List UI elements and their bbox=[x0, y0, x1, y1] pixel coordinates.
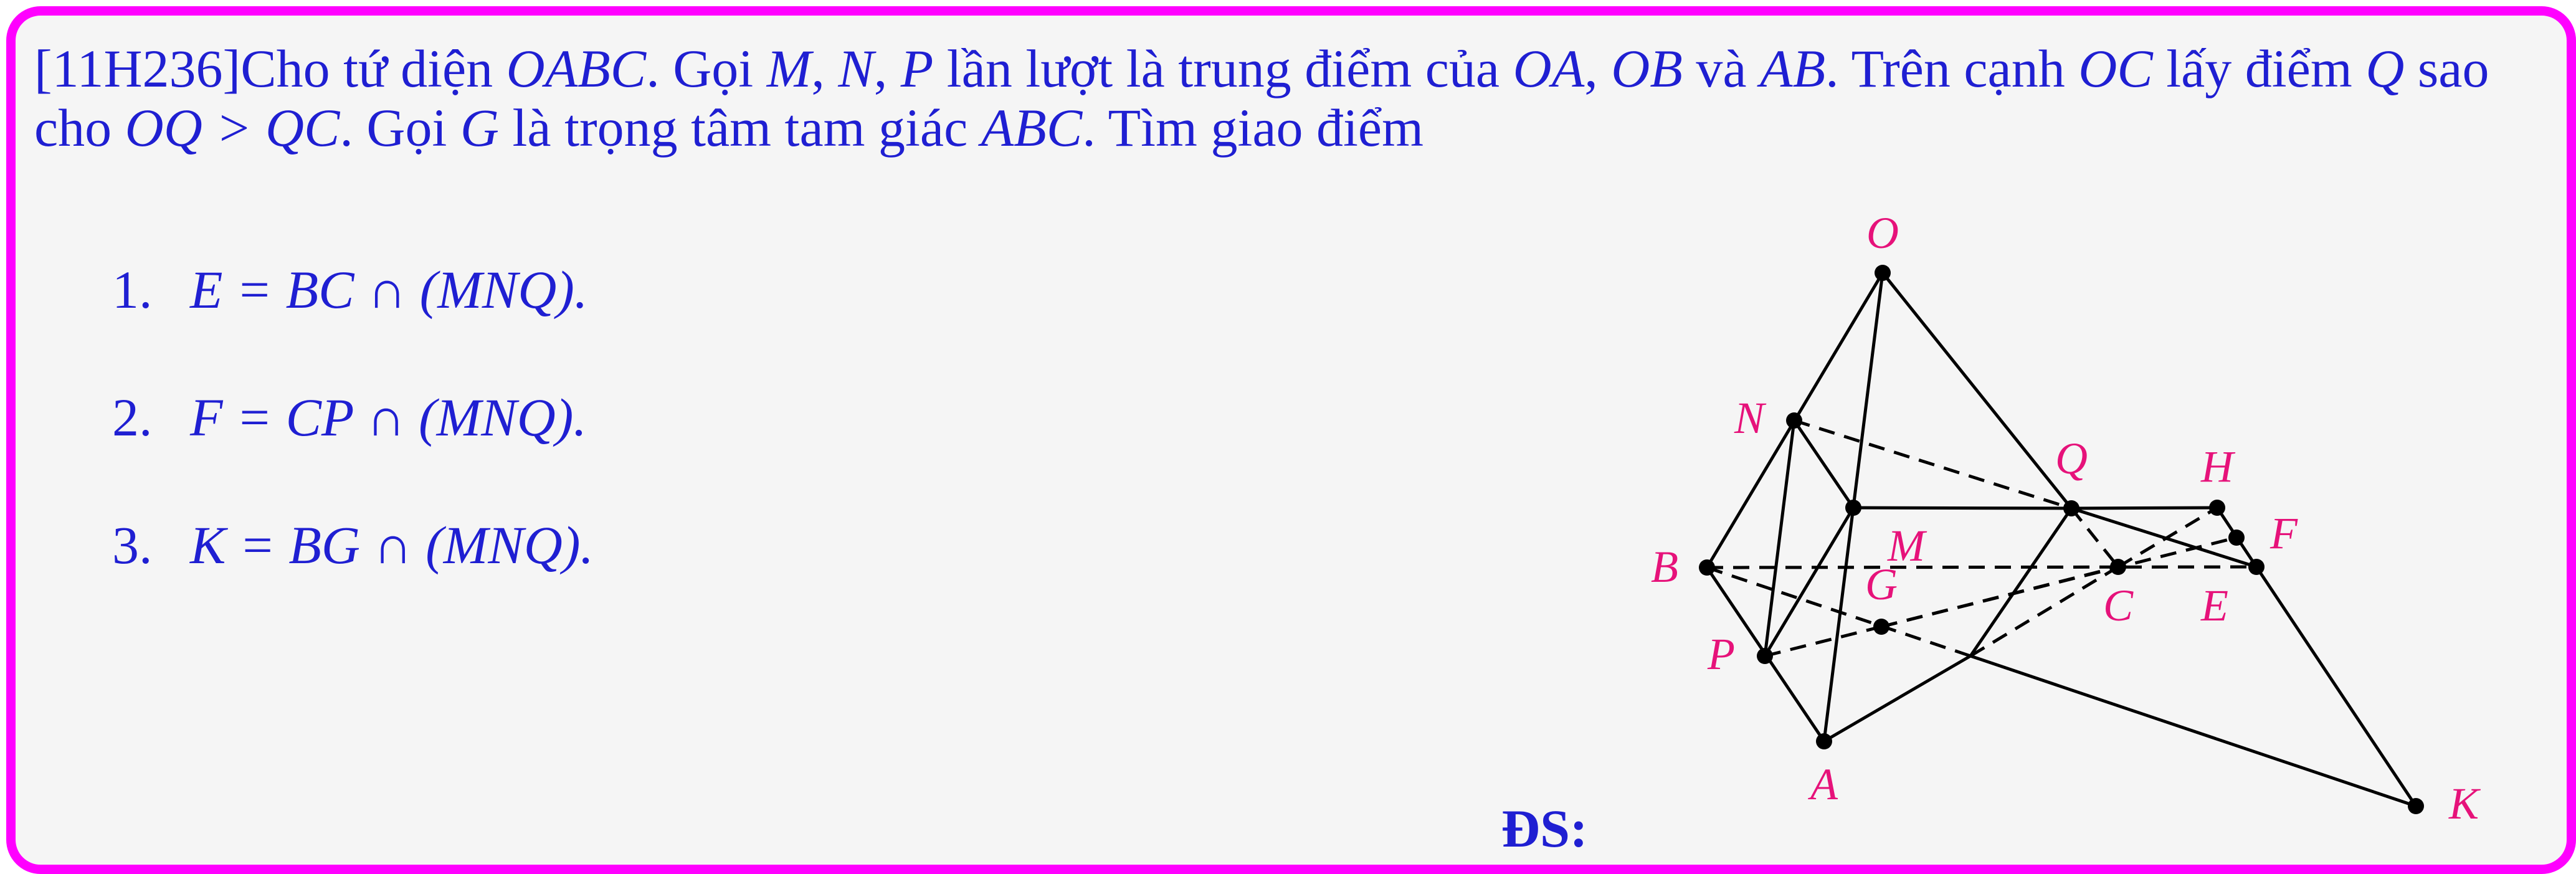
label-E: E bbox=[2201, 581, 2228, 630]
label-M: M bbox=[1888, 521, 1925, 571]
text-segment: sao cho bbox=[34, 39, 2489, 158]
label-F: F bbox=[2270, 508, 2298, 558]
math-term: OQ > QC bbox=[125, 97, 340, 158]
text-segment: , bbox=[1584, 39, 1612, 98]
edge-NM bbox=[1794, 420, 1853, 508]
point-A bbox=[1816, 733, 1832, 749]
math-term: OB bbox=[1611, 39, 1683, 98]
text-segment: . Gọi bbox=[646, 39, 767, 98]
point-K bbox=[2408, 798, 2424, 814]
label-P: P bbox=[1708, 629, 1735, 679]
label-B: B bbox=[1651, 542, 1678, 592]
math-term: P bbox=[900, 39, 934, 98]
math-term: OABC bbox=[506, 39, 647, 98]
edge-PM bbox=[1765, 508, 1853, 656]
point-H bbox=[2209, 500, 2225, 516]
math-term: OA bbox=[1513, 39, 1585, 98]
question-number: 3. bbox=[112, 515, 153, 575]
edge-JC bbox=[1970, 567, 2118, 656]
text-segment: , bbox=[873, 39, 901, 98]
point-E bbox=[2248, 559, 2265, 575]
text-segment: lần lượt là trung điểm của bbox=[933, 39, 1513, 98]
math-term: OC bbox=[2078, 39, 2153, 98]
point-O bbox=[1875, 265, 1891, 281]
math-term: G bbox=[460, 97, 499, 158]
question-expression: F = CP ∩ (MNQ). bbox=[190, 387, 587, 447]
point-Q bbox=[2063, 500, 2079, 516]
edge-PG bbox=[1765, 627, 1881, 656]
math-term: ABC bbox=[981, 97, 1083, 158]
point-F bbox=[2228, 530, 2245, 546]
question-number: 1. bbox=[112, 260, 153, 320]
points bbox=[1699, 265, 2424, 814]
edge-CH bbox=[2118, 508, 2217, 567]
edge-JQ bbox=[1970, 508, 2071, 656]
point-C bbox=[2110, 559, 2126, 575]
label-H: H bbox=[2201, 442, 2233, 492]
edge-BF bbox=[1707, 567, 2256, 568]
problem-code: [11H236] bbox=[34, 39, 241, 98]
point-N bbox=[1786, 412, 1802, 429]
answer-label: ĐS: bbox=[1501, 799, 1588, 858]
edge-AJ bbox=[1824, 656, 1970, 741]
point-G bbox=[1873, 619, 1889, 635]
question-number: 2. bbox=[112, 387, 153, 447]
question-expression: K = BG ∩ (MNQ). bbox=[190, 515, 594, 575]
text-segment: là trọng tâm tam giác bbox=[499, 97, 981, 158]
point-B bbox=[1699, 559, 1715, 576]
edge-OC bbox=[1883, 273, 2071, 508]
point-P bbox=[1757, 648, 1773, 664]
text-segment: . Gọi bbox=[340, 97, 460, 158]
edge-BJ bbox=[1707, 568, 1970, 656]
text-segment: Cho tứ diện bbox=[240, 39, 506, 98]
label-A: A bbox=[1810, 759, 1838, 809]
edge-FK bbox=[2256, 567, 2416, 806]
point-M bbox=[1845, 500, 1861, 516]
math-term: M bbox=[766, 39, 812, 98]
label-C: C bbox=[2103, 581, 2134, 630]
label-O: O bbox=[1866, 208, 1899, 258]
text-segment: . Trên cạnh bbox=[1825, 39, 2079, 98]
label-K: K bbox=[2448, 779, 2479, 829]
math-term: N bbox=[838, 39, 874, 98]
text-segment: lấy điểm bbox=[2152, 39, 2366, 98]
edge-JK bbox=[1970, 656, 2416, 806]
text-segment: và bbox=[1682, 39, 1761, 98]
text-segment: , bbox=[811, 39, 839, 98]
math-term: Q bbox=[2365, 39, 2405, 98]
label-N: N bbox=[1734, 393, 1765, 443]
text-segment: . Tìm giao điểm bbox=[1082, 97, 1423, 158]
edge-NQ bbox=[1794, 420, 2071, 508]
label-G: G bbox=[1865, 559, 1898, 609]
math-term: AB bbox=[1760, 39, 1826, 98]
question-expression: E = BC ∩ (MNQ). bbox=[190, 260, 588, 320]
edge-GF bbox=[1881, 538, 2236, 627]
label-Q: Q bbox=[2055, 434, 2088, 483]
solid-edges bbox=[1707, 273, 2416, 806]
edge-NP bbox=[1765, 420, 1794, 656]
